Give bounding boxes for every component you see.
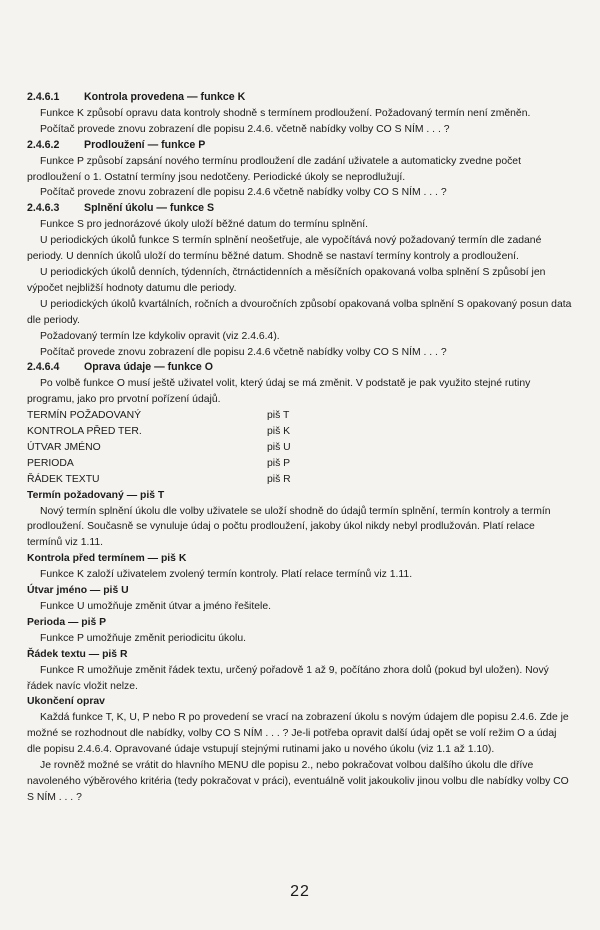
option-row <box>27 408 572 424</box>
option-label: ŘÁDEK TEXTU <box>27 473 100 485</box>
page-number: 22 <box>290 883 310 900</box>
option-list <box>27 408 572 488</box>
paragraph: Funkce S pro jednorázové úkoly uloží běžné datum do termínu splnění. <box>40 219 369 231</box>
paragraph: Funkce K způsobí opravu data kontroly shodně s termínem prodloužení. Požadovaný termín není změněn. <box>40 107 531 119</box>
option-row <box>27 424 572 440</box>
paragraph: Nový termín splnění úkolu dle volby uživatele se uloží shodně do údajů termín splnění, termín kontroly a termín prodloužení. Současně se vynuluje údaj o počtu prodloužení, jakoby úkol nikdy nebyl prodlužován. Platí relace termínů viz 1.11. <box>27 505 551 549</box>
subheading-perioda: Perioda — piš P <box>27 616 107 628</box>
paragraph: Funkce P umožňuje změnit periodicitu úkolu. <box>40 632 246 644</box>
paragraph: U periodických úkolů kvartálních, ročních a dvouročních způsobí opakovaná volba splnění S opakovaný posun data dle periody. <box>27 298 572 326</box>
option-key: piš P <box>267 457 291 469</box>
section-heading-2-4-6-2 <box>27 138 572 154</box>
page-content <box>27 90 572 806</box>
paragraph: Požadovaný termín lze kdykoliv opravit (viz 2.4.6.4). <box>40 330 280 342</box>
option-row <box>27 440 572 456</box>
section-heading-2-4-6-4 <box>27 360 572 376</box>
section-title: Splnění úkolu — funkce S <box>84 202 215 215</box>
option-key: piš R <box>267 473 291 485</box>
option-label: KONTROLA PŘED TER. <box>27 426 142 438</box>
paragraph: Funkce P způsobí zapsání nového termínu prodloužení dle zadání uživatele a automaticky zvedne počet prodloužení o 1. Ostatní termíny jsou nedotčeny. Periodické úkoly se neprodlužují. <box>27 155 521 183</box>
section-title: Kontrola provedena — funkce K <box>84 91 246 103</box>
subheading-termin: Termín požadovaný — piš T <box>27 489 165 501</box>
section-number: 2.4.6.1 <box>27 91 60 103</box>
section-title: Prodloužení — funkce P <box>84 138 206 151</box>
option-row <box>27 472 572 488</box>
option-row <box>27 456 572 472</box>
subheading-utvar: Útvar jméno — piš U <box>27 585 129 597</box>
option-label: ÚTVAR JMÉNO <box>27 441 101 453</box>
section-title: Oprava údaje — funkce O <box>84 361 213 374</box>
paragraph: U periodických úkolů denních, týdenních, čtrnáctidenních a měsíčních opakovaná volba splnění S způsobí jen výpočet nejbližší hodnoty datumu dle periody. <box>27 266 546 294</box>
paragraph: Počítač provede znovu zobrazení dle popisu 2.4.6 včetně nabídky volby CO S NÍM . . . ? <box>40 346 447 358</box>
paragraph: Počítač provede znovu zobrazení dle popisu 2.4.6. včetně nabídky volby CO S NÍM . . . ? <box>40 123 450 135</box>
paragraph: Funkce U umožňuje změnit útvar a jméno řešitele. <box>40 601 272 612</box>
option-label: PERIODA <box>27 457 74 469</box>
paragraph: Je rovněž možné se vrátit do hlavního MENU dle popisu 2., nebo pokračovat volbou dalšího úkolu dle dříve navoleného výběrového kritéria (tedy pokračovat v práci), eventuálně volit jakoukoliv jinou volbu dle nabídky volby CO S NÍM . . . ? <box>27 760 569 803</box>
paragraph: Funkce R umožňuje změnit řádek textu, určený pořadově 1 až 9, počítáno zhora dolů (pokud byl uložen). Nový řádek navíc vložit nelze. <box>27 664 549 692</box>
section-heading-2-4-6-1 <box>27 90 572 106</box>
option-label: TERMÍN POŽADOVANÝ <box>27 410 142 422</box>
option-key: piš U <box>267 441 291 453</box>
option-key: piš T <box>267 410 290 422</box>
paragraph: Každá funkce T, K, U, P nebo R po provedení se vrací na zobrazení úkolu s novým údajem dle popisu 2.4.6. Zde je možné se rozhodnout dle nabídky, volby CO S NÍM . . . ? Je-li potřeba opravit další údaj opět se volí režim O a údaj dle popisu 2.4.6.4. Opravované údaje vstupují stejnými rutinami jako u nového úkolu (viz 1.1 až 1.10). <box>27 712 569 756</box>
paragraph: Po volbě funkce O musí ještě uživatel volit, který údaj se má změnit. V podstatě je pak využito stejné rutiny programu, jako pro prvotní pořízení údajů. <box>27 378 531 406</box>
subheading-kontrola: Kontrola před termínem — piš K <box>27 553 187 565</box>
section-number: 2.4.6.4 <box>27 361 60 374</box>
section-heading-2-4-6-3 <box>27 201 572 217</box>
paragraph: Počítač provede znovu zobrazení dle popisu 2.4.6 včetně nabídky volby CO S NÍM . . . ? <box>40 187 447 199</box>
option-key: piš K <box>267 426 291 438</box>
subheading-radek: Řádek textu — piš R <box>27 648 128 660</box>
section-number: 2.4.6.2 <box>27 138 60 151</box>
subheading-ukonceni: Ukončení oprav <box>27 696 105 708</box>
paragraph: Funkce K založí uživatelem zvolený termín kontroly. Platí relace termínů viz 1.11. <box>40 569 413 581</box>
section-number: 2.4.6.3 <box>27 202 60 215</box>
paragraph: U periodických úkolů funkce S termín splnění neošetřuje, ale vypočítává nový požadovaný termín dle zadané periody. U denních úkolů uloží do termínu běžné datum. Shodně se nastaví termíny kontroly a prodloužení. <box>27 235 542 263</box>
